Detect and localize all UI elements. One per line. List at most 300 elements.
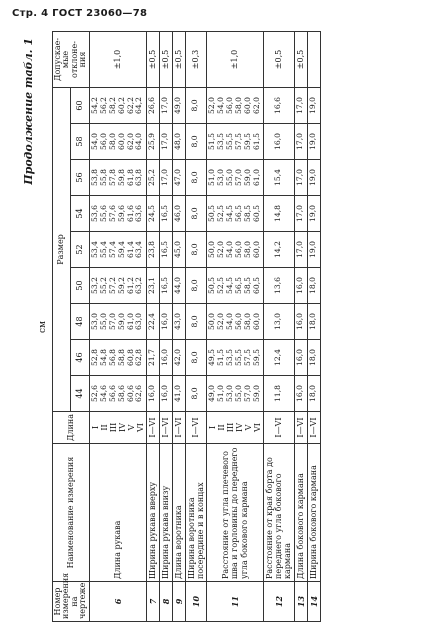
size-value: 16,0 <box>295 277 305 294</box>
size-value: 57,2 <box>107 277 117 294</box>
size-value: 17,0 <box>295 205 305 222</box>
size-value: 56,6 <box>107 385 117 402</box>
size-value: 59,0 <box>251 385 261 402</box>
size-value-cell <box>307 87 320 123</box>
size-value-cell <box>159 124 172 160</box>
size-value: 18,0 <box>308 385 318 402</box>
size-value: 53,2 <box>89 277 99 294</box>
measurement-name: Длина воротника <box>172 444 185 582</box>
size-value: 11,8 <box>273 385 283 402</box>
size-value: 12,4 <box>273 349 283 366</box>
size-value: 54,6 <box>98 385 108 402</box>
size-value: 16,0 <box>295 385 305 402</box>
size-value: 18,0 <box>308 313 318 330</box>
size-value: 64,0 <box>134 133 144 150</box>
size-value: 56,2 <box>98 97 108 114</box>
size-value: 51,0 <box>207 169 217 186</box>
size-value: 59,4 <box>116 241 126 258</box>
length-value: I—VI <box>174 417 184 438</box>
size-value-cell <box>146 124 159 160</box>
measurement-name: Ширина воротника посередине и в концах <box>185 444 206 582</box>
length-value: I—VI <box>309 417 318 438</box>
size-value-cell <box>307 268 320 304</box>
length-cell <box>146 412 159 444</box>
tolerance-cell: ±0,5 <box>159 31 172 87</box>
size-value: 8,0 <box>190 135 200 148</box>
size-value-cell <box>185 376 206 412</box>
size-header-56: 56 <box>71 160 89 196</box>
row-number: 6 <box>89 582 146 622</box>
size-value: 60,0 <box>251 241 261 258</box>
length-value: II <box>99 424 109 431</box>
length-cell <box>89 412 146 444</box>
unit-label: см <box>38 320 48 334</box>
length-value: IV <box>234 423 244 432</box>
size-value: 17,0 <box>160 169 170 186</box>
size-value: 46,0 <box>173 205 183 222</box>
size-value: 17,0 <box>295 133 305 150</box>
length-value: IV <box>117 423 127 432</box>
size-header-60: 60 <box>71 87 89 123</box>
size-value: 55,6 <box>98 205 108 222</box>
size-value: 58,0 <box>233 97 243 114</box>
table-row <box>89 31 146 621</box>
size-value: 60,6 <box>125 385 135 402</box>
size-value: 21,7 <box>147 349 157 366</box>
tolerance-cell: ±1,0 <box>206 31 263 87</box>
size-value-cell <box>146 196 159 232</box>
size-value: 57,6 <box>107 205 117 222</box>
size-value-cell <box>263 304 294 340</box>
size-value-cell <box>294 196 307 232</box>
size-value: 58,5 <box>242 277 252 294</box>
measurement-name: Ширина рукава вверху <box>146 444 159 582</box>
length-cell <box>307 412 320 444</box>
size-value: 54,8 <box>98 349 108 366</box>
size-value: 62,0 <box>251 97 261 114</box>
size-header-50: 50 <box>71 268 89 304</box>
size-value-cell <box>89 232 146 268</box>
length-cell <box>294 412 307 444</box>
size-value-cell <box>159 268 172 304</box>
size-value: 53,0 <box>216 169 226 186</box>
size-value: 17,0 <box>295 241 305 258</box>
size-value-cell <box>206 87 263 123</box>
size-value: 55,8 <box>98 169 108 186</box>
size-value-cell <box>89 196 146 232</box>
row-number: 11 <box>206 582 263 622</box>
size-value: 19,0 <box>308 169 318 186</box>
size-value: 16,0 <box>295 349 305 366</box>
size-value-cell <box>294 87 307 123</box>
size-value-cell <box>185 87 206 123</box>
size-value: 49,0 <box>207 385 217 402</box>
size-value-cell <box>263 87 294 123</box>
length-cell <box>206 412 263 444</box>
size-value: 51,0 <box>216 385 226 402</box>
size-value: 53,4 <box>89 241 99 258</box>
size-value: 49,0 <box>173 97 183 114</box>
size-value: 60,0 <box>251 313 261 330</box>
size-value: 8,0 <box>190 315 200 328</box>
size-value: 19,0 <box>308 133 318 150</box>
size-value: 42,0 <box>173 349 183 366</box>
size-value: 16,0 <box>160 385 170 402</box>
size-value-cell <box>307 232 320 268</box>
size-value-cell <box>307 304 320 340</box>
size-value: 58,8 <box>116 349 126 366</box>
size-value-cell <box>159 87 172 123</box>
size-value-cell <box>263 124 294 160</box>
size-value-cell <box>172 232 185 268</box>
size-header-54: 54 <box>71 196 89 232</box>
size-value: 54,2 <box>89 97 99 114</box>
size-value: 60,0 <box>116 133 126 150</box>
tolerance-cell: ±0,5 <box>172 31 185 87</box>
measurements-table <box>52 31 321 622</box>
size-value: 19,0 <box>308 205 318 222</box>
size-value: 14,2 <box>273 241 283 258</box>
size-value: 56,5 <box>233 205 243 222</box>
size-value: 54,0 <box>224 241 234 258</box>
size-value: 56,5 <box>233 277 243 294</box>
size-value-cell <box>263 340 294 376</box>
size-value-cell <box>294 340 307 376</box>
size-value: 53,0 <box>89 313 99 330</box>
size-value: 58,2 <box>107 97 117 114</box>
size-value: 57,4 <box>107 241 117 258</box>
size-value: 55,0 <box>98 313 108 330</box>
size-value: 19,0 <box>308 241 318 258</box>
length-value: I—VI <box>148 417 158 438</box>
size-value: 16,0 <box>273 133 283 150</box>
size-value: 58,5 <box>242 205 252 222</box>
size-value: 62,6 <box>134 385 144 402</box>
size-value: 56,0 <box>98 133 108 150</box>
table-continuation-title: Продолжение табл. 1 <box>22 38 35 185</box>
size-value: 15,4 <box>273 169 283 186</box>
size-value: 54,0 <box>216 97 226 114</box>
size-value: 61,2 <box>125 277 135 294</box>
length-value: VI <box>252 423 262 432</box>
size-value: 54,5 <box>224 205 234 222</box>
size-value-cell <box>206 304 263 340</box>
size-value: 16,0 <box>295 313 305 330</box>
size-value-cell <box>172 87 185 123</box>
measurement-name: Расстояние от края борта до переднего угла бокового кармана <box>263 444 294 582</box>
length-value: I—VI <box>161 417 171 438</box>
length-value: I—VI <box>191 417 201 438</box>
size-value: 44,0 <box>173 277 183 294</box>
row-number: 9 <box>172 582 185 622</box>
size-value: 61,0 <box>125 313 135 330</box>
size-value: 8,0 <box>190 171 200 184</box>
size-value-cell <box>206 340 263 376</box>
size-header-48: 48 <box>71 304 89 340</box>
table-row <box>263 31 294 621</box>
size-value: 54,0 <box>89 133 99 150</box>
size-value: 55,5 <box>233 349 243 366</box>
size-header-52: 52 <box>71 232 89 268</box>
size-value: 58,0 <box>107 133 117 150</box>
size-value: 57,5 <box>242 349 252 366</box>
row-number: 8 <box>159 582 172 622</box>
size-value: 61,8 <box>125 169 135 186</box>
size-value: 59,8 <box>116 169 126 186</box>
size-value: 63,6 <box>134 205 144 222</box>
size-value: 43,0 <box>173 313 183 330</box>
size-value: 8,0 <box>190 207 200 220</box>
length-value: V <box>243 424 253 431</box>
length-value: III <box>108 422 118 433</box>
size-value: 57,0 <box>233 169 243 186</box>
size-value-cell <box>294 124 307 160</box>
size-value: 16,6 <box>273 97 283 114</box>
table-body <box>89 31 320 621</box>
size-value-cell <box>89 124 146 160</box>
size-value-cell <box>159 304 172 340</box>
size-value: 16,5 <box>160 277 170 294</box>
size-value-cell <box>159 160 172 196</box>
length-cell <box>263 412 294 444</box>
size-value-cell <box>307 196 320 232</box>
rotated-table-block <box>18 32 413 622</box>
measurement-name: Ширина рукава внизу <box>159 444 172 582</box>
measurement-name: Ширина бокового кармана <box>307 444 320 582</box>
length-value: I—VI <box>274 417 284 438</box>
size-value-cell <box>294 304 307 340</box>
size-value: 61,6 <box>125 205 135 222</box>
size-value-cell <box>206 160 263 196</box>
size-value: 61,5 <box>251 133 261 150</box>
size-value-cell <box>206 268 263 304</box>
size-value: 56,0 <box>233 241 243 258</box>
size-value: 63,4 <box>134 241 144 258</box>
length-cell <box>159 412 172 444</box>
size-value-cell <box>146 376 159 412</box>
size-value: 61,4 <box>125 241 135 258</box>
header-name: Наименование измерения <box>53 444 90 582</box>
size-value-cell <box>263 376 294 412</box>
size-value: 55,0 <box>224 169 234 186</box>
size-value-cell <box>185 196 206 232</box>
length-value: VI <box>135 423 145 432</box>
size-header-58: 58 <box>71 124 89 160</box>
size-value: 49,5 <box>207 349 217 366</box>
size-value: 8,0 <box>190 351 200 364</box>
size-value-cell <box>89 87 146 123</box>
size-value-cell <box>146 340 159 376</box>
size-value-cell <box>172 376 185 412</box>
size-value: 8,0 <box>190 279 200 292</box>
size-value: 60,8 <box>125 349 135 366</box>
size-value-cell <box>206 232 263 268</box>
size-value: 59,6 <box>116 205 126 222</box>
size-value: 57,5 <box>233 133 243 150</box>
measurement-name: Длина рукава <box>89 444 146 582</box>
size-value: 47,0 <box>173 169 183 186</box>
size-value-cell <box>185 160 206 196</box>
table-row <box>307 31 320 621</box>
size-value-cell <box>307 124 320 160</box>
size-value: 16,0 <box>160 313 170 330</box>
size-value: 50,5 <box>207 277 217 294</box>
length-value: I—VI <box>296 417 305 438</box>
size-value: 17,0 <box>295 97 305 114</box>
size-value-cell <box>172 196 185 232</box>
table-row <box>294 31 307 621</box>
size-value: 52,8 <box>89 349 99 366</box>
size-value-cell <box>146 87 159 123</box>
length-value: I <box>90 425 100 430</box>
size-value-cell <box>263 160 294 196</box>
size-header-44: 44 <box>71 376 89 412</box>
size-value: 63,2 <box>134 277 144 294</box>
size-value: 58,0 <box>242 313 252 330</box>
size-value: 19,0 <box>308 97 318 114</box>
size-value-cell <box>89 268 146 304</box>
size-value: 59,0 <box>242 169 252 186</box>
size-value: 17,0 <box>295 169 305 186</box>
size-value: 52,5 <box>216 205 226 222</box>
size-value: 17,0 <box>160 133 170 150</box>
size-value-cell <box>159 376 172 412</box>
size-value: 18,0 <box>308 349 318 366</box>
size-value: 50,5 <box>207 205 217 222</box>
size-value: 63,0 <box>134 313 144 330</box>
length-value: V <box>126 424 136 431</box>
size-value-cell <box>294 232 307 268</box>
size-value: 53,6 <box>89 205 99 222</box>
size-value-cell <box>172 340 185 376</box>
size-value-cell <box>263 232 294 268</box>
size-value: 53,5 <box>216 133 226 150</box>
size-value-cell <box>185 232 206 268</box>
size-value-cell <box>307 160 320 196</box>
size-value: 16,5 <box>160 205 170 222</box>
size-value-cell <box>172 124 185 160</box>
size-value: 41,0 <box>173 385 183 402</box>
size-value-cell <box>146 304 159 340</box>
table-row <box>172 31 185 621</box>
size-value: 54,5 <box>224 277 234 294</box>
size-value-cell <box>185 304 206 340</box>
header-tolerance: Допускае-мые отклоне-ния <box>53 31 90 87</box>
size-value: 13,6 <box>273 277 283 294</box>
size-value: 22,4 <box>147 313 157 330</box>
size-value: 60,5 <box>251 205 261 222</box>
size-value-cell <box>89 304 146 340</box>
size-value: 51,5 <box>216 349 226 366</box>
header-number: Номер измерения на чертеже <box>53 582 90 622</box>
size-value: 52,0 <box>207 97 217 114</box>
size-value: 54,0 <box>224 313 234 330</box>
tolerance-cell: ±0,3 <box>185 31 206 87</box>
size-value: 57,0 <box>107 313 117 330</box>
size-value: 62,0 <box>125 133 135 150</box>
size-value: 16,0 <box>160 349 170 366</box>
size-value-cell <box>159 196 172 232</box>
size-value: 14,8 <box>273 205 283 222</box>
header-size-group: Размер <box>53 87 71 411</box>
table-row <box>146 31 159 621</box>
size-value-cell <box>89 340 146 376</box>
size-value-cell <box>159 232 172 268</box>
size-value: 64,2 <box>134 97 144 114</box>
size-value: 61,0 <box>251 169 261 186</box>
size-value-cell <box>307 376 320 412</box>
size-value-cell <box>185 124 206 160</box>
size-value: 55,5 <box>224 133 234 150</box>
size-value: 50,0 <box>207 241 217 258</box>
size-value: 23,1 <box>147 277 157 294</box>
size-value: 8,0 <box>190 99 200 112</box>
size-value: 59,5 <box>242 133 252 150</box>
size-value: 60,5 <box>251 277 261 294</box>
row-number: 12 <box>263 582 294 622</box>
size-value: 53,0 <box>224 385 234 402</box>
size-value: 63,8 <box>134 169 144 186</box>
size-value: 60,0 <box>242 97 252 114</box>
size-value: 58,0 <box>242 241 252 258</box>
size-value: 58,6 <box>116 385 126 402</box>
tolerance-cell: ±0,5 <box>263 31 294 87</box>
length-value: I <box>207 425 217 430</box>
size-value: 13,0 <box>273 313 283 330</box>
size-value: 56,8 <box>107 349 117 366</box>
size-header-46: 46 <box>71 340 89 376</box>
size-value: 45,0 <box>173 241 183 258</box>
size-value: 57,0 <box>242 385 252 402</box>
tolerance-cell: ±0,5 <box>146 31 159 87</box>
size-value: 53,5 <box>224 349 234 366</box>
size-value-cell <box>206 196 263 232</box>
measurement-name: Расстояние от угла плечевого шва и горловины до переднего угла бокового кармана <box>206 444 263 582</box>
size-value: 26,6 <box>147 97 157 114</box>
page-header: Стр. 4 ГОСТ 23060—78 <box>12 8 148 19</box>
size-value: 25,2 <box>147 169 157 186</box>
tolerance-cell: ±0,5 <box>294 31 307 87</box>
size-value-cell <box>307 340 320 376</box>
size-value: 56,0 <box>233 313 243 330</box>
size-value: 23,8 <box>147 241 157 258</box>
row-number: 10 <box>185 582 206 622</box>
size-value-cell <box>89 376 146 412</box>
size-value: 52,0 <box>216 313 226 330</box>
table-row <box>185 31 206 621</box>
row-number: 13 <box>294 582 307 622</box>
size-value-cell <box>146 232 159 268</box>
size-value: 8,0 <box>190 243 200 256</box>
size-value-cell <box>263 268 294 304</box>
size-value: 50,0 <box>207 313 217 330</box>
table-row <box>206 31 263 621</box>
row-number: 7 <box>146 582 159 622</box>
size-value: 48,0 <box>173 133 183 150</box>
length-value: II <box>216 424 226 431</box>
size-value-cell <box>89 160 146 196</box>
size-value: 59,5 <box>251 349 261 366</box>
length-cell <box>185 412 206 444</box>
size-value-cell <box>172 304 185 340</box>
size-value: 60,2 <box>116 97 126 114</box>
size-value: 62,2 <box>125 97 135 114</box>
size-value-cell <box>294 268 307 304</box>
size-value-cell <box>263 196 294 232</box>
size-value-cell <box>206 376 263 412</box>
size-value: 53,8 <box>89 169 99 186</box>
size-value-cell <box>185 268 206 304</box>
